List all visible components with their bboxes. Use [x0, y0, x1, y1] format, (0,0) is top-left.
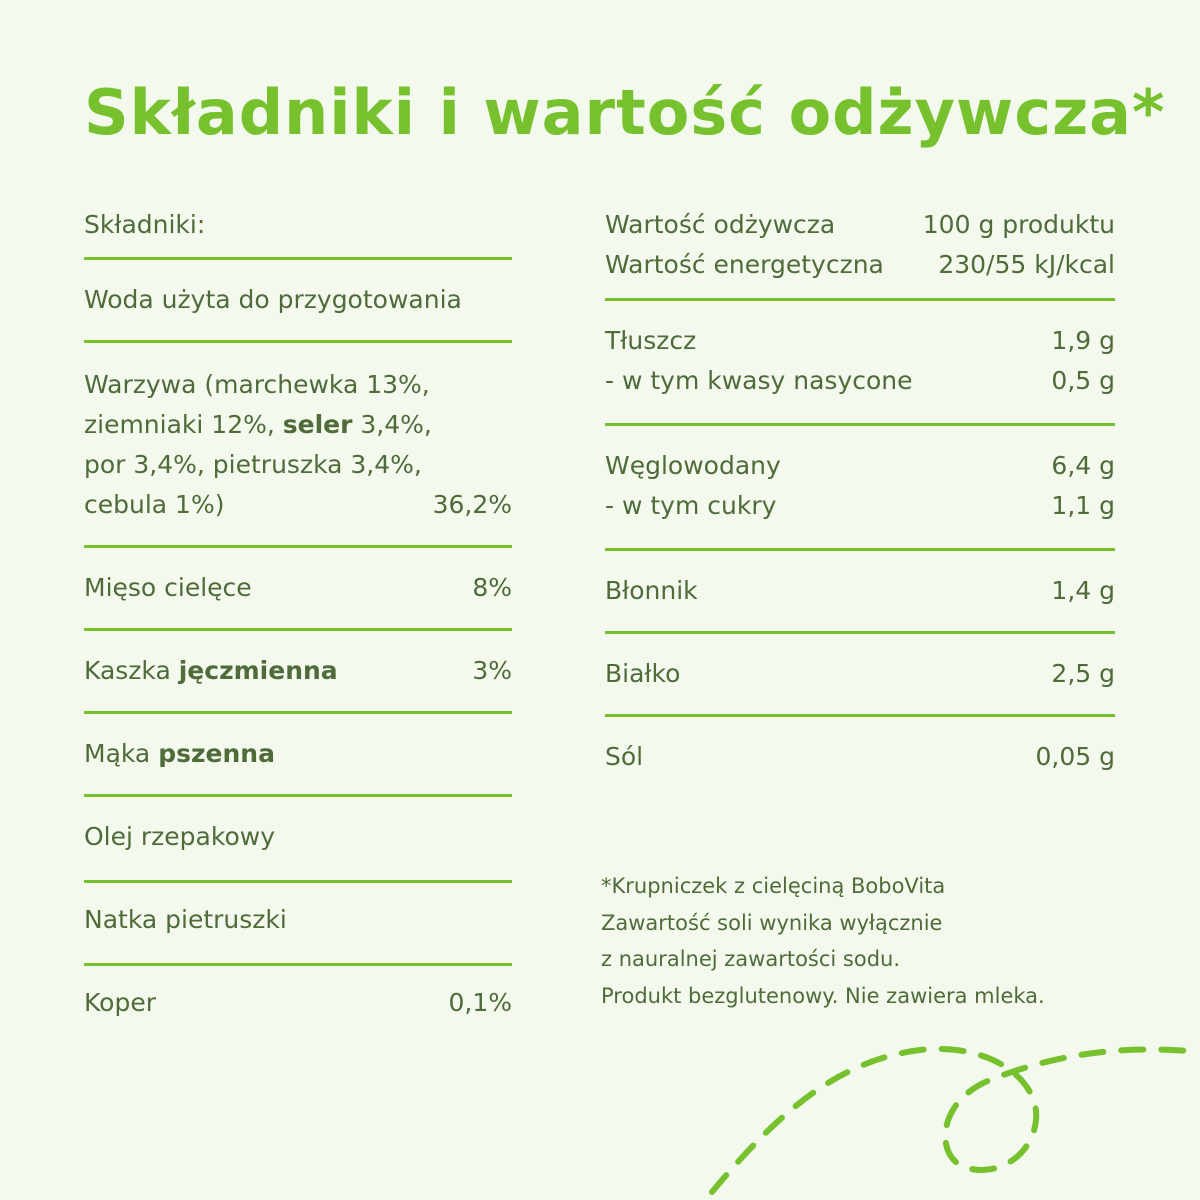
footnote-line: z nauralnej zawartości sodu.: [601, 947, 901, 971]
ingredient-label: Natka pietruszki: [84, 905, 287, 934]
barley-label: Kaszka: [84, 656, 179, 685]
ingredient-amount: 3%: [472, 656, 512, 685]
nutrient-value: 0,05 g: [1035, 742, 1115, 771]
nutrient-label: Węglowodany: [605, 451, 781, 480]
nutrient-value: 1,4 g: [1051, 576, 1115, 605]
veg-line-3: por 3,4%, pietruszka 3,4%,: [84, 450, 422, 479]
veg-line-4: cebula 1%): [84, 490, 225, 519]
nutrition-header-value: 100 g produktu: [922, 210, 1115, 239]
flour-label: Mąka: [84, 739, 159, 768]
allergen-wheat: pszenna: [158, 739, 275, 768]
nutrition-header-label: Wartość odżywcza: [605, 210, 836, 239]
veg-line-2-b: 3,4%,: [352, 410, 432, 439]
nutrient-value: 6,4 g: [1051, 451, 1115, 480]
nutrient-label: - w tym kwasy nasycone: [605, 366, 913, 395]
footnote-line: Produkt bezglutenowy. Nie zawiera mleka.: [601, 983, 1045, 1008]
page-title: Składniki i wartość odżywcza*: [84, 76, 1166, 149]
footnote-line: Zawartość soli wynika wyłącznie: [601, 910, 943, 935]
ingredient-amount: 8%: [472, 573, 512, 602]
nutrient-value: 0,5 g: [1051, 366, 1115, 395]
ingredient-label: Koper: [84, 988, 156, 1017]
nutrient-value: 1,1 g: [1051, 491, 1115, 520]
veg-line-2-a: ziemniaki 12%,: [84, 410, 283, 439]
nutrient-value: 1,9 g: [1051, 326, 1115, 355]
ingredients-header-label: Składniki:: [84, 210, 206, 239]
ingredient-label: Olej rzepakowy: [84, 822, 275, 851]
ingredient-label: Mięso cielęce: [84, 573, 252, 602]
ingredient-amount: 36,2%: [432, 490, 512, 519]
nutrient-label: Błonnik: [605, 576, 698, 605]
ingredient-amount: 0,1%: [448, 988, 512, 1017]
nutrient-label: - w tym cukry: [605, 491, 777, 520]
allergen-celery: seler: [282, 410, 353, 439]
nutrient-label: Tłuszcz: [605, 326, 697, 355]
nutrient-value: 2,5 g: [1051, 659, 1115, 688]
nutrient-label: Sól: [605, 742, 644, 771]
ingredient-label: Woda użyta do przygotowania: [84, 285, 462, 314]
footnote-line: *Krupniczek z cielęciną BoboVita: [601, 874, 946, 898]
nutrient-label: Wartość energetyczna: [605, 250, 884, 279]
nutrient-value: 230/55 kJ/kcal: [938, 250, 1115, 279]
nutrient-label: Białko: [605, 659, 681, 688]
veg-line-1: Warzywa (marchewka 13%,: [84, 370, 430, 399]
allergen-barley: jęczmienna: [178, 656, 338, 685]
